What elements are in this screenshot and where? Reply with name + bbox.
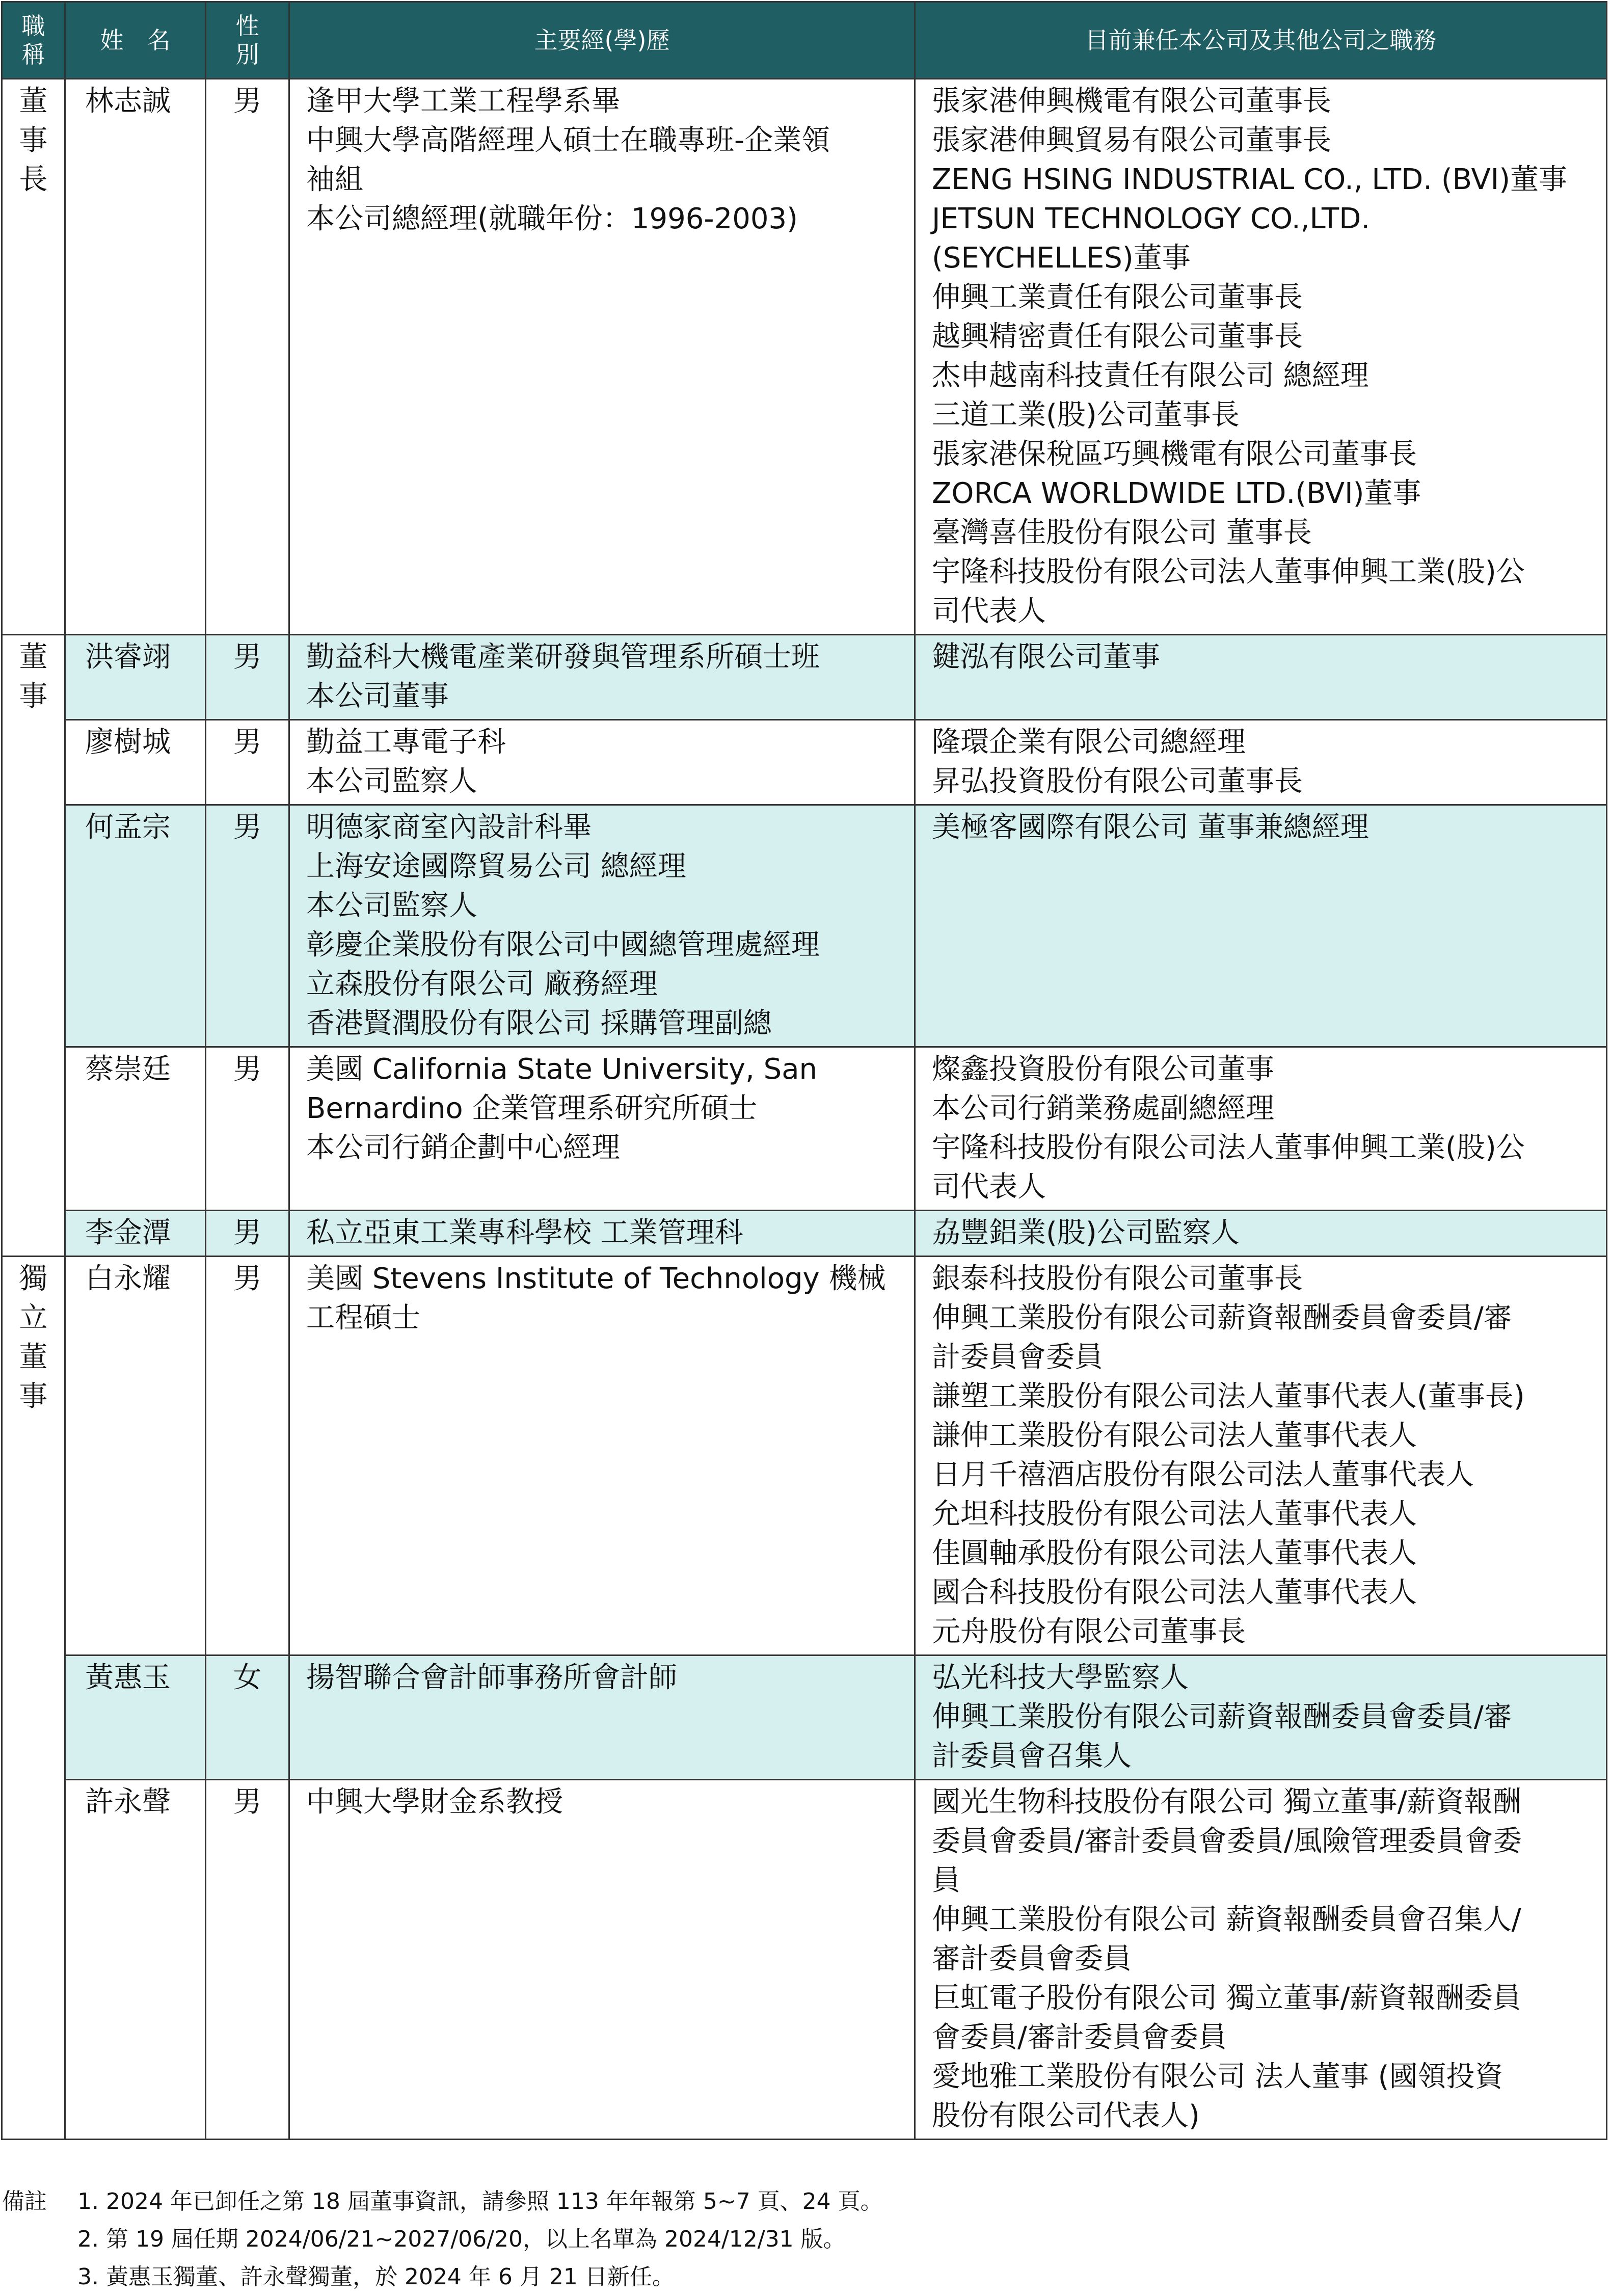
gender-cell: 男 — [206, 79, 289, 635]
positions-cell — [915, 635, 1607, 720]
note-row — [2, 2183, 1607, 2221]
header-title — [2, 2, 65, 79]
title-text: 董 事 — [19, 640, 48, 713]
experience-cell — [289, 1047, 915, 1211]
name-cell: 蔡崇廷 — [65, 1047, 206, 1211]
positions-cell — [915, 79, 1607, 635]
position-line: 計委員會召集人 — [932, 1740, 1132, 1773]
table-row — [2, 1780, 1607, 2140]
positions-cell — [915, 1047, 1607, 1211]
positions-cell — [915, 720, 1607, 805]
table-row — [2, 1211, 1607, 1257]
position-line: 日月千禧酒店股份有限公司法人董事代表人 — [932, 1458, 1474, 1491]
experience-line: 本公司行銷企劃中心經理 — [306, 1131, 620, 1164]
note-row — [2, 2258, 1607, 2296]
gender-cell: 男 — [206, 720, 289, 805]
position-line: 張家港保稅區巧興機電有限公司董事長 — [932, 438, 1417, 471]
position-line: 伸興工業股份有限公司薪資報酬委員會委員/審 — [932, 1301, 1512, 1334]
name-cell: 黃惠玉 — [65, 1656, 206, 1780]
experience-cell — [289, 1780, 915, 2140]
experience-cell — [289, 1257, 915, 1656]
experience-cell — [289, 720, 915, 805]
name-cell: 洪睿翊 — [65, 635, 206, 720]
table-row — [2, 1047, 1607, 1211]
experience-cell — [289, 79, 915, 635]
header-gender-text: 性 別 — [235, 12, 259, 68]
experience-cell — [289, 635, 915, 720]
header-positions: 目前兼任本公司及其他公司之職務 — [915, 2, 1607, 79]
notes-section — [2, 2183, 1607, 2296]
experience-line: 逢甲大學工業工程學系畢 — [306, 85, 620, 118]
position-line: 國光生物科技股份有限公司 獨立董事/薪資報酬 — [932, 1785, 1521, 1819]
position-line: 伸興工業股份有限公司 薪資報酬委員會召集人/ — [932, 1903, 1521, 1936]
note-item-3: 3. 黃惠玉獨董、許永聲獨董，於 2024 年 6 月 21 日新任。 — [77, 2264, 675, 2290]
title-text: 獨 立 董 事 — [19, 1262, 48, 1413]
position-line: 劦豐鋁業(股)公司監察人 — [932, 1216, 1240, 1249]
position-line: 昇弘投資股份有限公司董事長 — [932, 765, 1303, 798]
gender-cell: 男 — [206, 1257, 289, 1656]
table-header-row — [2, 2, 1607, 79]
experience-line: 工程碩士 — [306, 1301, 420, 1334]
positions-cell — [915, 1780, 1607, 2140]
experience-cell — [289, 805, 915, 1047]
experience-line: 上海安途國際貿易公司 總經理 — [306, 850, 686, 883]
name-cell: 廖樹城 — [65, 720, 206, 805]
gender-cell: 男 — [206, 1047, 289, 1211]
gender-cell: 男 — [206, 805, 289, 1047]
experience-line: 勤益工專電子科 — [306, 726, 506, 759]
position-line: 司代表人 — [932, 595, 1046, 628]
title-cell — [2, 635, 65, 1257]
gender-cell: 女 — [206, 1656, 289, 1780]
experience-line: 本公司監察人 — [306, 765, 477, 798]
directors-table-body — [2, 79, 1607, 2140]
position-line: 張家港伸興貿易有限公司董事長 — [932, 124, 1331, 157]
position-line: 三道工業(股)公司董事長 — [932, 398, 1240, 432]
position-line: 隆環企業有限公司總經理 — [932, 726, 1246, 759]
experience-line: 本公司監察人 — [306, 889, 477, 922]
name-cell: 李金潭 — [65, 1211, 206, 1257]
position-line: 銀泰科技股份有限公司董事長 — [932, 1262, 1303, 1295]
experience-line: 本公司董事 — [306, 680, 449, 713]
note-row — [2, 2221, 1607, 2258]
title-cell — [2, 1257, 65, 2140]
gender-cell: 男 — [206, 1211, 289, 1257]
name-cell: 白永耀 — [65, 1257, 206, 1656]
position-line: 臺灣喜佳股份有限公司 董事長 — [932, 516, 1312, 549]
position-line: 元舟股份有限公司董事長 — [932, 1615, 1246, 1648]
position-line: 弘光科技大學監察人 — [932, 1661, 1189, 1694]
title-cell — [2, 79, 65, 635]
position-line: 伸興工業責任有限公司董事長 — [932, 281, 1303, 314]
position-line: 杰申越南科技責任有限公司 總經理 — [932, 359, 1369, 392]
experience-line: 揚智聯合會計師事務所會計師 — [306, 1661, 677, 1694]
position-line: 越興精密責任有限公司董事長 — [932, 320, 1303, 353]
experience-line: 袖組 — [306, 163, 363, 196]
experience-line: 中興大學財金系教授 — [306, 1785, 563, 1819]
position-line: 員 — [932, 1864, 960, 1897]
position-line: 謙塑工業股份有限公司法人董事代表人(董事長) — [932, 1380, 1525, 1413]
position-line: 本公司行銷業務處副總經理 — [932, 1092, 1274, 1125]
gender-cell: 男 — [206, 635, 289, 720]
position-line: ZENG HSING INDUSTRIAL CO., LTD. (BVI)董事 — [932, 163, 1568, 196]
table-row — [2, 1656, 1607, 1780]
notes-label: 備註 — [2, 2188, 47, 2214]
position-line: 委員會委員/審計委員會委員/風險管理委員會委 — [932, 1825, 1522, 1858]
positions-cell — [915, 1257, 1607, 1656]
table-row — [2, 720, 1607, 805]
table-row — [2, 1257, 1607, 1656]
note-item-2: 2. 第 19 屆任期 2024/06/21~2027/06/20，以上名單為 2024/12/31 版。 — [77, 2226, 846, 2252]
experience-line: 本公司總經理(就職年份：1996-2003) — [306, 202, 798, 235]
experience-line: Bernardino 企業管理系研究所碩士 — [306, 1092, 758, 1125]
note-item-1: 1. 2024 年已卸任之第 18 屆董事資訊，請參照 113 年年報第 5~7 頁、24 頁。 — [77, 2188, 883, 2214]
experience-cell — [289, 1211, 915, 1257]
name-cell: 何孟宗 — [65, 805, 206, 1047]
experience-line: 立森股份有限公司 廠務經理 — [306, 968, 658, 1001]
directors-table — [1, 1, 1607, 2140]
header-experience: 主要經(學)歷 — [289, 2, 915, 79]
position-line: 股份有限公司代表人) — [932, 2099, 1200, 2132]
table-row — [2, 635, 1607, 720]
position-line: 司代表人 — [932, 1170, 1046, 1204]
experience-line: 美國 California State University, San — [306, 1053, 817, 1086]
name-cell: 林志誠 — [65, 79, 206, 635]
experience-line: 明德家商室內設計科畢 — [306, 811, 592, 844]
table-row — [2, 805, 1607, 1047]
experience-line: 勤益科大機電產業研發與管理系所碩士班 — [306, 640, 820, 674]
name-cell: 許永聲 — [65, 1780, 206, 2140]
position-line: 謙伸工業股份有限公司法人董事代表人 — [932, 1419, 1417, 1452]
position-line: 伸興工業股份有限公司薪資報酬委員會委員/審 — [932, 1700, 1512, 1733]
position-line: 計委員會委員 — [932, 1341, 1103, 1374]
experience-line: 中興大學高階經理人碩士在職專班-企業領 — [306, 124, 830, 157]
position-line: 張家港伸興機電有限公司董事長 — [932, 85, 1331, 118]
experience-line: 美國 Stevens Institute of Technology 機械 — [306, 1262, 886, 1295]
experience-cell — [289, 1656, 915, 1780]
position-line: 燦鑫投資股份有限公司董事 — [932, 1053, 1274, 1086]
position-line: 巨虹電子股份有限公司 獨立董事/薪資報酬委員 — [932, 1982, 1521, 2015]
position-line: 美極客國際有限公司 董事兼總經理 — [932, 811, 1369, 844]
gender-cell: 男 — [206, 1780, 289, 2140]
experience-line: 彰慶企業股份有限公司中國總管理處經理 — [306, 928, 820, 962]
position-line: 允坦科技股份有限公司法人董事代表人 — [932, 1498, 1417, 1531]
position-line: JETSUN TECHNOLOGY CO.,LTD. — [932, 202, 1371, 235]
header-title-text: 職 稱 — [21, 12, 45, 68]
header-name: 姓 名 — [65, 2, 206, 79]
title-text: 董 事 長 — [19, 85, 48, 196]
position-line: (SEYCHELLES)董事 — [932, 242, 1191, 275]
position-line: 國合科技股份有限公司法人董事代表人 — [932, 1576, 1417, 1609]
position-line: 宇隆科技股份有限公司法人董事伸興工業(股)公 — [932, 1131, 1525, 1164]
position-line: ZORCA WORLDWIDE LTD.(BVI)董事 — [932, 477, 1421, 510]
position-line: 鍵泓有限公司董事 — [932, 640, 1160, 674]
position-line: 佳圓軸承股份有限公司法人董事代表人 — [932, 1537, 1417, 1570]
position-line: 愛地雅工業股份有限公司 法人董事 (國領投資 — [932, 2060, 1503, 2093]
positions-cell — [915, 805, 1607, 1047]
header-gender — [206, 2, 289, 79]
experience-line: 私立亞東工業專科學校 工業管理科 — [306, 1216, 743, 1249]
position-line: 宇隆科技股份有限公司法人董事伸興工業(股)公 — [932, 555, 1525, 589]
positions-cell — [915, 1211, 1607, 1257]
experience-line: 香港賢潤股份有限公司 採購管理副總 — [306, 1007, 772, 1040]
position-line: 會委員/審計委員會委員 — [932, 2021, 1227, 2054]
positions-cell — [915, 1656, 1607, 1780]
position-line: 審計委員會委員 — [932, 1942, 1132, 1975]
table-row — [2, 79, 1607, 635]
